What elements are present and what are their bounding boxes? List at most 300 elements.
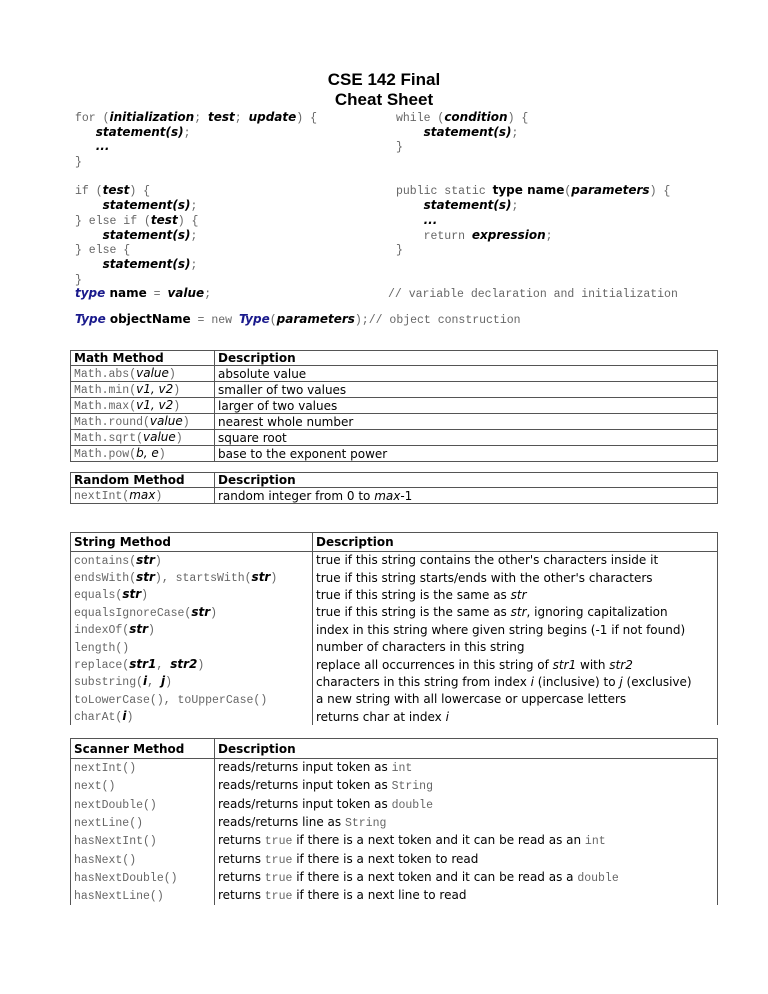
text-segment: reads/returns line as <box>218 815 345 830</box>
code-text: ; <box>545 229 553 243</box>
code-text: ) { <box>507 112 529 125</box>
table-row <box>71 488 718 504</box>
code-line <box>396 228 670 243</box>
text-segment: -1 <box>400 488 413 503</box>
text-segment: Type <box>238 312 270 326</box>
code-text: ) <box>197 659 205 673</box>
code-text: ( <box>269 314 277 327</box>
code-line <box>75 272 317 287</box>
code-text: } <box>396 244 403 258</box>
table-row <box>71 777 718 795</box>
code-text: ) <box>126 711 134 725</box>
code-text: ; <box>511 126 519 140</box>
code-text: ) <box>168 368 176 381</box>
code-text <box>75 259 103 272</box>
text-segment: str <box>136 552 155 567</box>
table-row <box>71 586 718 603</box>
code-line <box>75 213 317 228</box>
description-cell <box>313 656 718 673</box>
code-text: ; <box>511 200 519 214</box>
description-cell <box>313 569 718 586</box>
text-segment: true if this string contains the other's characters inside it <box>316 553 659 568</box>
description-cell <box>215 430 718 446</box>
text-segment: j <box>160 674 166 689</box>
code-text: nextInt( <box>74 490 130 503</box>
method-cell <box>71 673 313 690</box>
code-text: ) <box>175 432 183 445</box>
code-text: ; <box>234 112 249 125</box>
text-segment: replace all occurrences in this string of <box>316 657 553 672</box>
method-cell <box>71 366 215 382</box>
text-segment: (exclusive) <box>622 674 692 689</box>
description-cell <box>215 366 718 382</box>
text-segment: str1 <box>129 657 157 672</box>
text-segment: base to the exponent power <box>218 446 388 461</box>
table-row <box>71 691 718 708</box>
code-text: ; <box>183 126 191 140</box>
description-cell <box>313 604 718 621</box>
code-text: ) <box>173 384 181 397</box>
text-segment: str <box>510 605 527 620</box>
text-segment: type name <box>492 183 565 198</box>
table-row <box>71 832 718 850</box>
code-line <box>75 154 317 169</box>
code-text: length() <box>74 641 130 655</box>
code-text: hasNext() <box>74 853 137 867</box>
code-line <box>396 169 670 184</box>
method-cell <box>71 832 215 850</box>
code-text: Math.sqrt( <box>74 432 144 445</box>
table-row <box>71 868 718 886</box>
code-text: ) { <box>177 214 199 228</box>
code-text: while ( <box>396 112 445 125</box>
code-text: = new <box>190 314 239 327</box>
code-line <box>75 169 317 184</box>
column-header: Description <box>313 533 718 552</box>
column-header: String Method <box>71 533 313 552</box>
text-segment: number of characters in this string <box>316 640 525 655</box>
text-segment: returns <box>218 869 265 884</box>
code-text: indexOf( <box>74 624 130 638</box>
table-row <box>71 430 718 446</box>
table-row <box>71 759 718 777</box>
table-header-row <box>71 739 718 759</box>
code-text <box>75 230 103 243</box>
text-segment: true if this string is the same as <box>316 605 511 620</box>
code-text: ) <box>141 589 149 603</box>
text-segment: str <box>122 587 142 602</box>
title-line-1: CSE 142 Final <box>327 70 441 89</box>
code-text: public static <box>396 185 493 199</box>
text-segment: name <box>105 286 147 300</box>
code-line <box>75 198 317 213</box>
code-line <box>396 110 670 125</box>
description-cell <box>215 446 718 462</box>
method-cell <box>71 759 215 777</box>
method-cell <box>71 398 215 414</box>
text-segment: (inclusive) to <box>533 674 620 689</box>
text-segment: v1, v2 <box>136 382 174 396</box>
text-segment: i <box>122 709 127 724</box>
code-text: hasNextDouble() <box>74 871 178 885</box>
text-segment: condition <box>444 110 508 124</box>
column-header: Math Method <box>71 351 215 366</box>
code-text: ; <box>194 112 208 125</box>
text-segment: str <box>191 604 211 619</box>
code-block-left <box>75 110 317 286</box>
random-methods-table <box>70 472 718 504</box>
text-segment: ... <box>423 212 438 227</box>
math-methods-table <box>70 350 718 462</box>
text-segment: reads/returns input token as <box>218 778 392 793</box>
text-segment: parameters <box>276 312 355 326</box>
text-segment: returns <box>218 833 265 848</box>
text-segment: i <box>530 674 534 689</box>
text-segment: nearest whole number <box>218 414 354 429</box>
method-cell <box>71 868 215 886</box>
text-segment: value <box>167 286 205 300</box>
table-header-row <box>71 533 718 552</box>
code-text: contains( <box>74 554 137 568</box>
text-segment: with <box>576 657 610 672</box>
text-segment: returns <box>218 851 265 866</box>
code-text: double <box>577 871 619 885</box>
text-segment: smaller of two values <box>218 382 347 397</box>
table-row <box>71 414 718 430</box>
text-segment: reads/returns input token as <box>218 796 392 811</box>
code-text: ) { <box>129 185 151 199</box>
code-text: , <box>147 676 161 690</box>
code-text: replace( <box>74 659 130 673</box>
text-segment: initialization <box>109 110 195 124</box>
code-text: ) <box>154 554 162 568</box>
text-segment: str <box>129 622 149 637</box>
code-text: return <box>396 229 472 243</box>
comment-text: // variable declaration and initialization <box>388 288 678 301</box>
code-text: ) <box>165 676 172 690</box>
text-segment: random integer from 0 to <box>218 488 375 503</box>
code-line <box>396 242 670 257</box>
text-segment: index in this string where given string begins (-1 if not found) <box>316 622 686 637</box>
text-segment: Type <box>75 312 106 326</box>
description-cell <box>313 638 718 655</box>
method-cell <box>71 850 215 868</box>
table-row <box>71 887 718 905</box>
text-segment: true if this string starts/ends with the other's characters <box>316 570 653 585</box>
code-line <box>75 257 317 272</box>
text-segment: test <box>208 110 235 124</box>
text-segment: parameters <box>571 183 650 198</box>
text-segment: , ignoring capitalization <box>526 605 668 620</box>
code-line <box>396 213 670 228</box>
method-cell <box>71 795 215 813</box>
code-text: );// object construction <box>354 314 521 327</box>
code-line <box>396 198 670 213</box>
code-line <box>75 242 317 257</box>
code-text: ) { <box>296 112 317 125</box>
text-segment: v1, v2 <box>136 398 174 412</box>
method-cell <box>71 777 215 795</box>
code-text: ), startsWith( <box>154 572 252 586</box>
code-text <box>75 127 96 140</box>
code-text: ) <box>270 572 278 586</box>
text-segment: statement(s) <box>423 124 512 139</box>
code-text: Math.max( <box>74 400 137 413</box>
code-line <box>75 125 317 140</box>
description-cell <box>215 398 718 414</box>
column-header: Scanner Method <box>71 739 215 759</box>
text-segment: returns <box>218 888 265 903</box>
text-segment: max <box>129 488 156 502</box>
description-cell <box>215 414 718 430</box>
code-text: equals( <box>74 589 123 603</box>
text-segment: statement(s) <box>102 198 191 213</box>
code-text: String <box>344 817 387 831</box>
text-segment: expression <box>471 227 546 242</box>
code-text: endsWith( <box>74 572 137 586</box>
code-text: charAt( <box>74 711 123 725</box>
text-segment: str2 <box>609 657 633 672</box>
text-segment: statement(s) <box>95 124 184 139</box>
method-cell <box>71 621 313 638</box>
text-segment: square root <box>218 430 287 445</box>
text-segment: statement(s) <box>102 227 191 242</box>
text-segment: update <box>248 110 297 124</box>
description-cell <box>313 673 718 690</box>
code-text: int <box>391 762 413 776</box>
code-text <box>396 200 424 213</box>
code-text: true <box>264 890 293 904</box>
method-cell <box>71 382 215 398</box>
method-cell <box>71 569 313 586</box>
code-text: hasNextLine() <box>74 890 164 904</box>
code-text: ) <box>173 400 181 413</box>
code-text: Math.pow( <box>74 448 137 461</box>
table-row <box>71 656 718 673</box>
text-segment: objectName <box>105 312 191 326</box>
description-cell <box>215 777 718 795</box>
code-text: } <box>396 141 403 155</box>
table-header-row <box>71 351 718 366</box>
description-cell <box>215 813 718 831</box>
description-cell <box>215 868 718 886</box>
text-segment: statement(s) <box>423 198 512 213</box>
text-segment: ... <box>95 139 110 154</box>
method-cell <box>71 887 215 905</box>
method-cell <box>71 488 215 504</box>
text-segment: i <box>445 709 449 724</box>
text-segment: if there is a next line to read <box>292 888 467 903</box>
code-text: for ( <box>75 112 110 125</box>
code-line <box>75 139 317 154</box>
declaration-comment <box>388 286 678 303</box>
code-text: true <box>264 835 293 849</box>
text-segment: if there is a next token and it can be read as an <box>292 833 585 848</box>
text-segment: test <box>150 212 178 227</box>
code-line <box>75 183 317 198</box>
code-text: ) { <box>649 185 671 199</box>
code-text: ; <box>190 258 198 272</box>
table-row <box>71 638 718 655</box>
scanner-methods-table <box>70 738 718 905</box>
code-text: } else { <box>75 244 131 258</box>
method-cell <box>71 604 313 621</box>
code-text: int <box>584 835 606 849</box>
method-cell <box>71 656 313 673</box>
code-text: ; <box>204 288 212 301</box>
code-text: ) <box>182 416 190 429</box>
method-cell <box>71 638 313 655</box>
method-cell <box>71 446 215 462</box>
description-cell <box>215 832 718 850</box>
code-text: nextLine() <box>74 817 144 831</box>
code-line <box>396 154 670 169</box>
table-row <box>71 673 718 690</box>
code-text: equalsIgnoreCase( <box>74 606 192 620</box>
text-segment: characters in this string from index <box>316 674 531 689</box>
column-header: Random Method <box>71 473 215 488</box>
code-text <box>396 215 424 228</box>
table-row <box>71 569 718 586</box>
code-text: nextInt() <box>74 762 137 776</box>
string-methods-table <box>70 532 718 725</box>
description-cell <box>313 621 718 638</box>
code-line <box>396 125 670 140</box>
object-construction-line <box>75 312 521 329</box>
text-segment: str <box>251 570 271 585</box>
text-segment: str <box>136 570 155 585</box>
description-cell <box>313 586 718 603</box>
code-text: next() <box>74 780 116 794</box>
code-line <box>75 228 317 243</box>
text-segment: returns char at index <box>316 709 446 724</box>
text-segment: type <box>75 286 106 300</box>
table-row <box>71 398 718 414</box>
code-text: ; <box>190 200 198 214</box>
code-text: Math.min( <box>74 384 137 397</box>
table-row <box>71 366 718 382</box>
code-text: ( <box>564 185 572 199</box>
text-segment: statement(s) <box>102 256 191 271</box>
text-segment: absolute value <box>218 366 307 381</box>
code-text: String <box>391 780 433 794</box>
code-text: } <box>75 273 82 287</box>
code-text: ; <box>190 229 198 243</box>
description-cell <box>215 382 718 398</box>
table-row <box>71 795 718 813</box>
text-segment: if there is a next token to read <box>292 851 479 866</box>
code-text: ) <box>210 606 218 620</box>
text-segment: str1 <box>552 657 577 672</box>
text-segment: value <box>149 414 183 428</box>
code-text: hasNextInt() <box>74 835 157 849</box>
method-cell <box>71 430 215 446</box>
code-text <box>75 141 96 154</box>
table-row <box>71 708 718 725</box>
text-segment: if there is a next token and it can be read as a <box>292 869 578 884</box>
table-row <box>71 813 718 831</box>
text-segment: i <box>143 674 148 689</box>
code-text: , <box>156 659 171 673</box>
description-cell <box>215 759 718 777</box>
code-text: } <box>75 156 82 170</box>
method-cell <box>71 414 215 430</box>
code-text: } else if ( <box>75 214 151 228</box>
description-cell <box>215 488 718 504</box>
code-text <box>396 127 424 140</box>
text-segment: larger of two values <box>218 398 338 413</box>
text-segment: true if this string is the same as <box>316 587 511 602</box>
text-segment: max <box>374 488 401 503</box>
method-cell <box>71 586 313 603</box>
text-segment: value <box>143 430 176 444</box>
table-header-row <box>71 473 718 488</box>
description-cell <box>215 887 718 905</box>
table-row <box>71 850 718 868</box>
column-header: Description <box>215 473 718 488</box>
description-cell <box>313 552 718 569</box>
code-text <box>396 171 403 184</box>
table-row <box>71 446 718 462</box>
code-text: ) <box>158 448 166 461</box>
code-text: ) <box>155 490 163 503</box>
code-text: ) <box>148 624 155 638</box>
code-text: Math.round( <box>74 416 150 429</box>
code-block-right <box>396 110 670 257</box>
text-segment: b, e <box>136 446 159 460</box>
variable-declaration-line <box>75 286 211 303</box>
description-cell <box>215 850 718 868</box>
text-segment: test <box>102 183 130 198</box>
description-cell <box>313 708 718 725</box>
text-segment: reads/returns input token as <box>218 760 392 775</box>
title-line-2: Cheat Sheet <box>334 90 434 109</box>
text-segment: j <box>619 674 623 689</box>
text-segment: str <box>510 587 527 602</box>
text-segment: value <box>136 366 169 380</box>
table-row <box>71 552 718 569</box>
method-cell <box>71 708 313 725</box>
column-header: Description <box>215 739 718 759</box>
method-cell <box>71 552 313 569</box>
code-text: double <box>391 798 433 812</box>
code-text: toLowerCase(), toUpperCase() <box>74 693 268 707</box>
code-text: = <box>146 288 168 301</box>
table-row <box>71 621 718 638</box>
code-text: Math.abs( <box>74 368 137 381</box>
code-text: true <box>264 853 293 867</box>
table-row <box>71 604 718 621</box>
text-segment: str2 <box>170 657 198 672</box>
code-text: substring( <box>74 676 144 690</box>
code-text <box>396 156 403 169</box>
text-segment: a new string with all lowercase or uppercase letters <box>316 692 627 707</box>
code-text: nextDouble() <box>74 798 157 812</box>
code-line <box>75 110 317 125</box>
code-text <box>75 171 82 184</box>
method-cell <box>71 691 313 708</box>
method-cell <box>71 813 215 831</box>
table-row <box>71 382 718 398</box>
code-line <box>396 139 670 154</box>
description-cell <box>313 691 718 708</box>
code-text <box>75 200 103 213</box>
code-text: true <box>264 871 293 885</box>
code-line <box>396 183 670 198</box>
code-text: if ( <box>75 185 103 199</box>
description-cell <box>215 795 718 813</box>
column-header: Description <box>215 351 718 366</box>
